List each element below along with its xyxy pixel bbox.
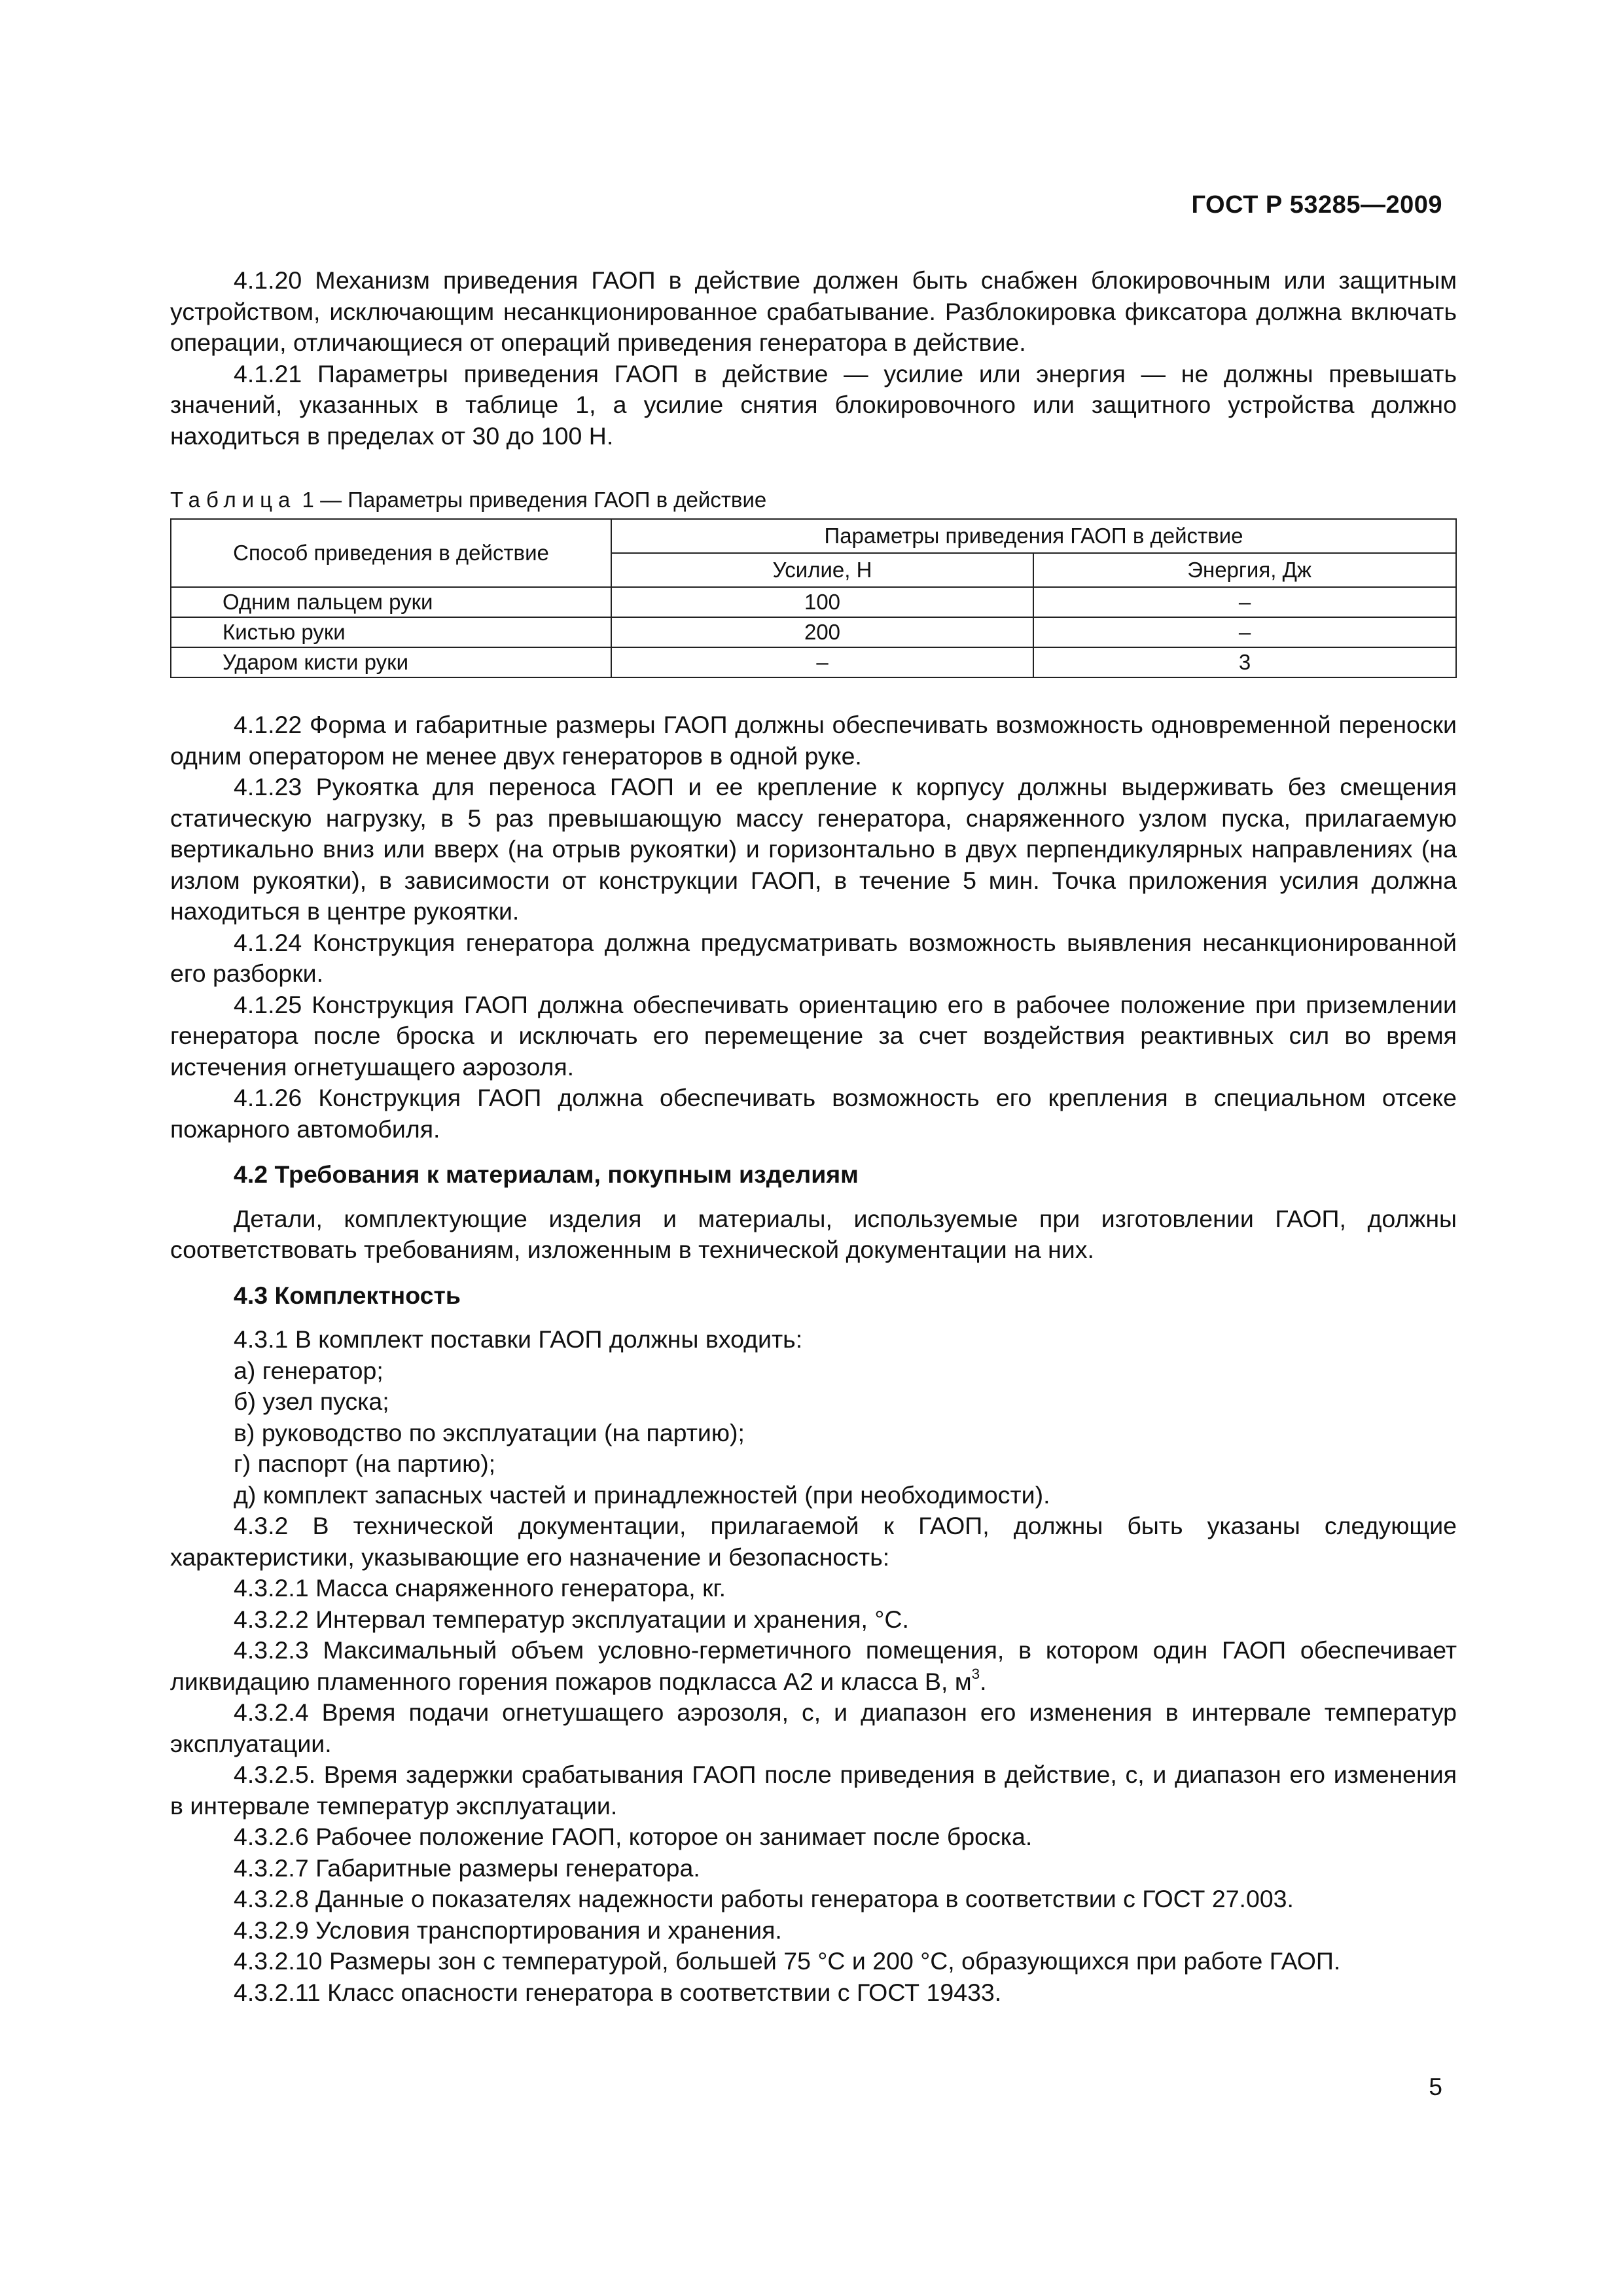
cell-force: 100	[611, 587, 1033, 617]
section-heading-4-2: 4.2 Требования к материалам, покупным изделиям	[234, 1160, 859, 1188]
table-caption-text: 1 — Параметры приведения ГАОП в действие	[296, 488, 767, 512]
paragraph-4-3-2-5: 4.3.2.5. Время задержки срабатывания ГАОП после приведения в действие, с, и диапазон его изменения в интервале температур эксплуатации.	[170, 1761, 1457, 1820]
paragraph-4-3-2-10: 4.3.2.10 Размеры зон с температурой, большей 75 °С и 200 °С, образующихся при работе ГАОП.	[234, 1947, 1341, 1975]
page-content	[170, 265, 1457, 2008]
header-method: Способ приведения в действие	[171, 519, 611, 587]
header-force: Усилие, Н	[611, 553, 1033, 587]
parameters-table	[170, 518, 1457, 678]
list-item: а) генератор;	[234, 1356, 383, 1384]
cell-force: 200	[611, 617, 1033, 647]
header-params-group: Параметры приведения ГАОП в действие	[611, 519, 1456, 553]
paragraph-4-3-2-8: 4.3.2.8 Данные о показателях надежности работы генератора в соответствии с ГОСТ 27.003.	[234, 1885, 1294, 1912]
list-item: д) комплект запасных частей и принадлежностей (при необходимости).	[234, 1480, 1050, 1509]
paragraph-4-3-2-1: 4.3.2.1 Масса снаряженного генератора, кг.	[234, 1574, 726, 1602]
cell-method: Одним пальцем руки	[171, 587, 611, 617]
paragraph-4-1-23: 4.1.23 Рукоятка для переноса ГАОП и ее крепление к корпусу должны выдерживать без смещения статическую нагрузку, в 5 раз превышающую массу генератора, снаряженного узлом пуска, прилагаемую вертикально вниз или вверх (на отрыв рукоятки) и горизонтально в двух перпендикулярных направлениях (на излом рукоятки), в зависимости от конструкции ГАОП, в течение 5 мин. Точка приложения усилия должна находиться в центре рукоятки.	[170, 773, 1457, 925]
paragraph-4-3-2-2: 4.3.2.2 Интервал температур эксплуатации и хранения, °С.	[234, 1605, 909, 1633]
table-row	[171, 587, 1456, 617]
list-item: г) паспорт (на партию);	[234, 1450, 496, 1477]
table-header-row	[171, 519, 1456, 553]
cell-energy: –	[1033, 617, 1456, 647]
paragraph-4-1-20: 4.1.20 Механизм приведения ГАОП в действие должен быть снабжен блокировочным или защитным устройством, исключающим несанкционированное срабатывание. Разблокировка фиксатора должна включать операции, отличающиеся от операций приведения генератора в действие.	[170, 266, 1457, 356]
paragraph-4-1-25: 4.1.25 Конструкция ГАОП должна обеспечивать ориентацию его в рабочее положение при приземлении генератора после броска и исключать его перемещение за счет воздействия реактивных сил во время истечения огнетушащего аэрозоля.	[170, 990, 1457, 1081]
cell-force: –	[611, 647, 1033, 677]
cell-method: Ударом кисти руки	[171, 647, 611, 677]
cell-energy: 3	[1033, 647, 1456, 677]
list-item: в) руководство по эксплуатации (на партию);	[234, 1418, 745, 1446]
page-number: 5	[1429, 2073, 1442, 2100]
paragraph-4-1-24: 4.1.24 Конструкция генератора должна предусматривать возможность выявления несанкционированной его разборки.	[170, 928, 1457, 987]
paragraph-4-3-2-4: 4.3.2.4 Время подачи огнетушащего аэрозоля, с, и диапазон его изменения в интервале температур эксплуатации.	[170, 1698, 1457, 1757]
paragraph-4-3-2-9: 4.3.2.9 Условия транспортирования и хранения.	[234, 1916, 782, 1944]
table-row	[171, 647, 1456, 677]
table-caption-label: Таблица	[170, 488, 296, 512]
paragraph-4-3-2-6: 4.3.2.6 Рабочее положение ГАОП, которое он занимает после броска.	[234, 1823, 1033, 1850]
paragraph-4-3-2-7: 4.3.2.7 Габаритные размеры генератора.	[234, 1854, 700, 1882]
table-caption	[170, 486, 1457, 514]
table-row	[171, 617, 1456, 647]
paragraph-4-3-2-3	[170, 1635, 1457, 1697]
cell-method: Кистью руки	[171, 617, 611, 647]
superscript-cubic: 3	[971, 1665, 980, 1682]
cell-energy: –	[1033, 587, 1456, 617]
list-item: б) узел пуска;	[234, 1388, 389, 1415]
paragraph-4-3-2-11: 4.3.2.11 Класс опасности генератора в соответствии с ГОСТ 19433.	[234, 1978, 1002, 2006]
paragraph-4-1-21: 4.1.21 Параметры приведения ГАОП в действие — усилие или энергия — не должны превышать значений, указанных в таблице 1, а усилие снятия блокировочного или защитного устройства должно находиться в пределах от 30 до 100 Н.	[170, 359, 1457, 450]
section-heading-4-3: 4.3 Комплектность	[234, 1281, 461, 1309]
paragraph-4-3-1: 4.3.1 В комплект поставки ГАОП должны входить:	[234, 1325, 803, 1353]
paragraph-4-3-2-3-text: 4.3.2.3 Максимальный объем условно-герметичного помещения, в котором один ГАОП обеспечивает ликвидацию пламенного горения пожаров подкласса А2 и класса В, м	[170, 1636, 1457, 1695]
header-energy: Энергия, Дж	[1033, 553, 1456, 587]
document-id: ГОСТ Р 53285—2009	[1191, 191, 1442, 219]
paragraph-4-3-2-3-end: .	[980, 1667, 987, 1695]
paragraph-4-2: Детали, комплектующие изделия и материалы, используемые при изготовлении ГАОП, должны соответствовать требованиям, изложенным в технической документации на них.	[170, 1204, 1457, 1263]
paragraph-4-1-26: 4.1.26 Конструкция ГАОП должна обеспечивать возможность его крепления в специальном отсеке пожарного автомобиля.	[170, 1084, 1457, 1143]
paragraph-4-3-2: 4.3.2 В технической документации, прилагаемой к ГАОП, должны быть указаны следующие характеристики, указывающие его назначение и безопасность:	[170, 1512, 1457, 1571]
paragraph-4-1-22: 4.1.22 Форма и габаритные размеры ГАОП должны обеспечивать возможность одновременной переноски одним оператором не менее двух генераторов в одной руке.	[170, 711, 1457, 770]
